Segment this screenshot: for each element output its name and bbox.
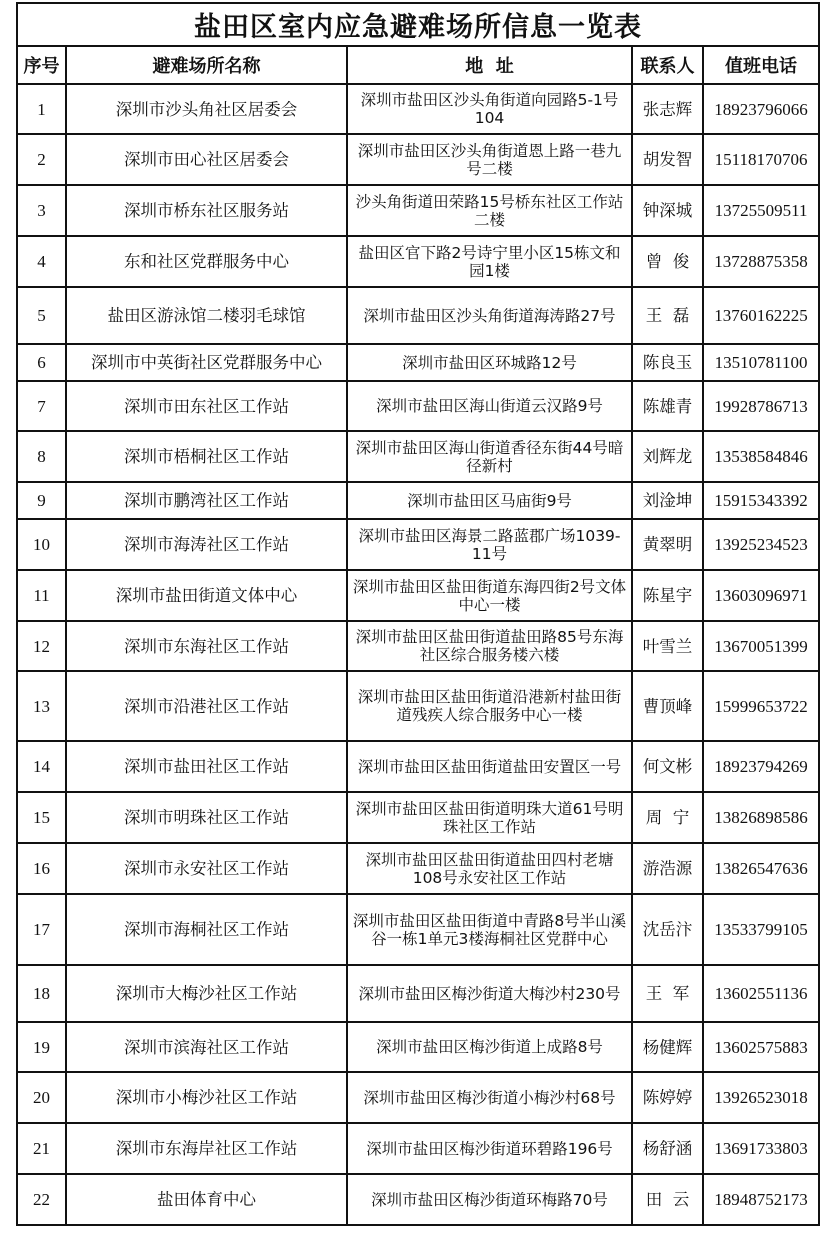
row-phone: 19928786713 <box>703 381 819 431</box>
row-phone: 13728875358 <box>703 236 819 287</box>
row-contact: 刘辉龙 <box>632 431 703 482</box>
header-name: 避难场所名称 <box>66 46 347 84</box>
row-address: 深圳市盐田区梅沙街道小梅沙村68号 <box>347 1072 632 1123</box>
row-contact: 游浩源 <box>632 843 703 894</box>
row-contact: 曾 俊 <box>632 236 703 287</box>
table-row <box>17 381 819 431</box>
table-row <box>17 185 819 236</box>
row-phone: 13925234523 <box>703 519 819 570</box>
row-address: 深圳市盐田区盐田街道盐田路85号东海社区综合服务楼六楼 <box>347 621 632 671</box>
row-address: 深圳市盐田区马庙街9号 <box>347 482 632 519</box>
row-address: 深圳市盐田区盐田街道沿港新村盐田街道残疾人综合服务中心一楼 <box>347 671 632 741</box>
row-contact: 王 磊 <box>632 287 703 344</box>
shelter-info-document <box>16 2 818 1226</box>
row-index: 11 <box>17 570 66 621</box>
row-index: 12 <box>17 621 66 671</box>
row-index: 14 <box>17 741 66 792</box>
row-index: 17 <box>17 894 66 965</box>
row-contact: 胡发智 <box>632 134 703 185</box>
row-phone: 13603096971 <box>703 570 819 621</box>
row-address: 深圳市盐田区海山街道香径东街44号暗径新村 <box>347 431 632 482</box>
row-index: 18 <box>17 965 66 1022</box>
row-index: 20 <box>17 1072 66 1123</box>
row-contact: 陈星宇 <box>632 570 703 621</box>
table-row <box>17 1072 819 1123</box>
table-row <box>17 482 819 519</box>
row-shelter-name: 深圳市滨海社区工作站 <box>66 1022 347 1072</box>
table-row <box>17 894 819 965</box>
row-shelter-name: 深圳市盐田社区工作站 <box>66 741 347 792</box>
row-contact: 王 军 <box>632 965 703 1022</box>
row-index: 3 <box>17 185 66 236</box>
header-contact: 联系人 <box>632 46 703 84</box>
row-address: 深圳市盐田区海山街道云汉路9号 <box>347 381 632 431</box>
row-contact: 何文彬 <box>632 741 703 792</box>
row-contact: 钟深城 <box>632 185 703 236</box>
table-row <box>17 236 819 287</box>
row-phone: 13725509511 <box>703 185 819 236</box>
table-row <box>17 792 819 843</box>
row-shelter-name: 深圳市永安社区工作站 <box>66 843 347 894</box>
row-index: 10 <box>17 519 66 570</box>
row-phone: 13760162225 <box>703 287 819 344</box>
table-title: 盐田区室内应急避难场所信息一览表 <box>17 3 819 46</box>
row-address: 深圳市盐田区环城路12号 <box>347 344 632 381</box>
row-phone: 15118170706 <box>703 134 819 185</box>
row-phone: 13538584846 <box>703 431 819 482</box>
row-shelter-name: 深圳市田东社区工作站 <box>66 381 347 431</box>
row-phone: 18923796066 <box>703 84 819 134</box>
title-row <box>17 3 819 46</box>
table-row <box>17 519 819 570</box>
row-phone: 18948752173 <box>703 1174 819 1225</box>
row-address: 深圳市盐田区盐田街道盐田安置区一号 <box>347 741 632 792</box>
row-phone: 13826898586 <box>703 792 819 843</box>
row-address: 盐田区官下路2号诗宁里小区15栋文和园1楼 <box>347 236 632 287</box>
row-shelter-name: 深圳市小梅沙社区工作站 <box>66 1072 347 1123</box>
row-address: 深圳市盐田区海景二路蓝郡广场1039-11号 <box>347 519 632 570</box>
row-index: 15 <box>17 792 66 843</box>
row-contact: 周 宁 <box>632 792 703 843</box>
row-contact: 田 云 <box>632 1174 703 1225</box>
row-index: 21 <box>17 1123 66 1174</box>
row-shelter-name: 深圳市沿港社区工作站 <box>66 671 347 741</box>
table-row <box>17 671 819 741</box>
row-shelter-name: 深圳市鹏湾社区工作站 <box>66 482 347 519</box>
shelter-table <box>16 2 820 1226</box>
row-phone: 13691733803 <box>703 1123 819 1174</box>
row-address: 深圳市盐田区梅沙街道环碧路196号 <box>347 1123 632 1174</box>
header-index: 序号 <box>17 46 66 84</box>
row-index: 13 <box>17 671 66 741</box>
row-phone: 13670051399 <box>703 621 819 671</box>
row-shelter-name: 深圳市田心社区居委会 <box>66 134 347 185</box>
row-phone: 13602575883 <box>703 1022 819 1072</box>
row-address: 深圳市盐田区沙头角街道恩上路一巷九号二楼 <box>347 134 632 185</box>
row-shelter-name: 深圳市盐田街道文体中心 <box>66 570 347 621</box>
row-address: 深圳市盐田区沙头角街道向园路5-1号104 <box>347 84 632 134</box>
row-shelter-name: 深圳市明珠社区工作站 <box>66 792 347 843</box>
table-row <box>17 570 819 621</box>
row-phone: 18923794269 <box>703 741 819 792</box>
row-address: 深圳市盐田区盐田街道明珠大道61号明珠社区工作站 <box>347 792 632 843</box>
row-contact: 叶雪兰 <box>632 621 703 671</box>
row-phone: 13602551136 <box>703 965 819 1022</box>
row-index: 16 <box>17 843 66 894</box>
row-phone: 15999653722 <box>703 671 819 741</box>
row-index: 1 <box>17 84 66 134</box>
row-address: 深圳市盐田区盐田街道盐田四村老塘108号永安社区工作站 <box>347 843 632 894</box>
table-row <box>17 344 819 381</box>
table-row <box>17 84 819 134</box>
row-phone: 13826547636 <box>703 843 819 894</box>
row-phone: 13533799105 <box>703 894 819 965</box>
row-contact: 沈岳汴 <box>632 894 703 965</box>
row-shelter-name: 深圳市沙头角社区居委会 <box>66 84 347 134</box>
table-row <box>17 621 819 671</box>
row-shelter-name: 盐田体育中心 <box>66 1174 347 1225</box>
row-index: 22 <box>17 1174 66 1225</box>
row-shelter-name: 盐田区游泳馆二楼羽毛球馆 <box>66 287 347 344</box>
row-index: 7 <box>17 381 66 431</box>
header-row <box>17 46 819 84</box>
row-address: 深圳市盐田区沙头角街道海涛路27号 <box>347 287 632 344</box>
row-contact: 陈良玉 <box>632 344 703 381</box>
row-shelter-name: 深圳市大梅沙社区工作站 <box>66 965 347 1022</box>
row-contact: 黄翠明 <box>632 519 703 570</box>
row-index: 8 <box>17 431 66 482</box>
row-shelter-name: 东和社区党群服务中心 <box>66 236 347 287</box>
row-address: 深圳市盐田区盐田街道东海四街2号文体中心一楼 <box>347 570 632 621</box>
row-shelter-name: 深圳市海涛社区工作站 <box>66 519 347 570</box>
table-row <box>17 843 819 894</box>
header-address: 地 址 <box>347 46 632 84</box>
row-address: 沙头角街道田荣路15号桥东社区工作站二楼 <box>347 185 632 236</box>
table-row <box>17 1022 819 1072</box>
row-contact: 曹顶峰 <box>632 671 703 741</box>
table-row <box>17 965 819 1022</box>
table-row <box>17 1123 819 1174</box>
row-index: 9 <box>17 482 66 519</box>
row-shelter-name: 深圳市东海岸社区工作站 <box>66 1123 347 1174</box>
row-address: 深圳市盐田区梅沙街道大梅沙村230号 <box>347 965 632 1022</box>
row-phone: 13926523018 <box>703 1072 819 1123</box>
header-phone: 值班电话 <box>703 46 819 84</box>
row-contact: 张志辉 <box>632 84 703 134</box>
row-contact: 杨健辉 <box>632 1022 703 1072</box>
row-shelter-name: 深圳市东海社区工作站 <box>66 621 347 671</box>
row-address: 深圳市盐田区梅沙街道环梅路70号 <box>347 1174 632 1225</box>
row-phone: 15915343392 <box>703 482 819 519</box>
row-contact: 陈婷婷 <box>632 1072 703 1123</box>
row-index: 5 <box>17 287 66 344</box>
row-address: 深圳市盐田区梅沙街道上成路8号 <box>347 1022 632 1072</box>
row-address: 深圳市盐田区盐田街道中青路8号半山溪谷一栋1单元3楼海桐社区党群中心 <box>347 894 632 965</box>
row-shelter-name: 深圳市桥东社区服务站 <box>66 185 347 236</box>
table-row <box>17 134 819 185</box>
row-contact: 陈雄青 <box>632 381 703 431</box>
row-contact: 杨舒涵 <box>632 1123 703 1174</box>
table-row <box>17 1174 819 1225</box>
row-contact: 刘淦坤 <box>632 482 703 519</box>
row-index: 2 <box>17 134 66 185</box>
row-index: 19 <box>17 1022 66 1072</box>
row-index: 4 <box>17 236 66 287</box>
table-row <box>17 287 819 344</box>
table-row <box>17 741 819 792</box>
row-index: 6 <box>17 344 66 381</box>
row-phone: 13510781100 <box>703 344 819 381</box>
row-shelter-name: 深圳市海桐社区工作站 <box>66 894 347 965</box>
row-shelter-name: 深圳市中英街社区党群服务中心 <box>66 344 347 381</box>
row-shelter-name: 深圳市梧桐社区工作站 <box>66 431 347 482</box>
table-row <box>17 431 819 482</box>
